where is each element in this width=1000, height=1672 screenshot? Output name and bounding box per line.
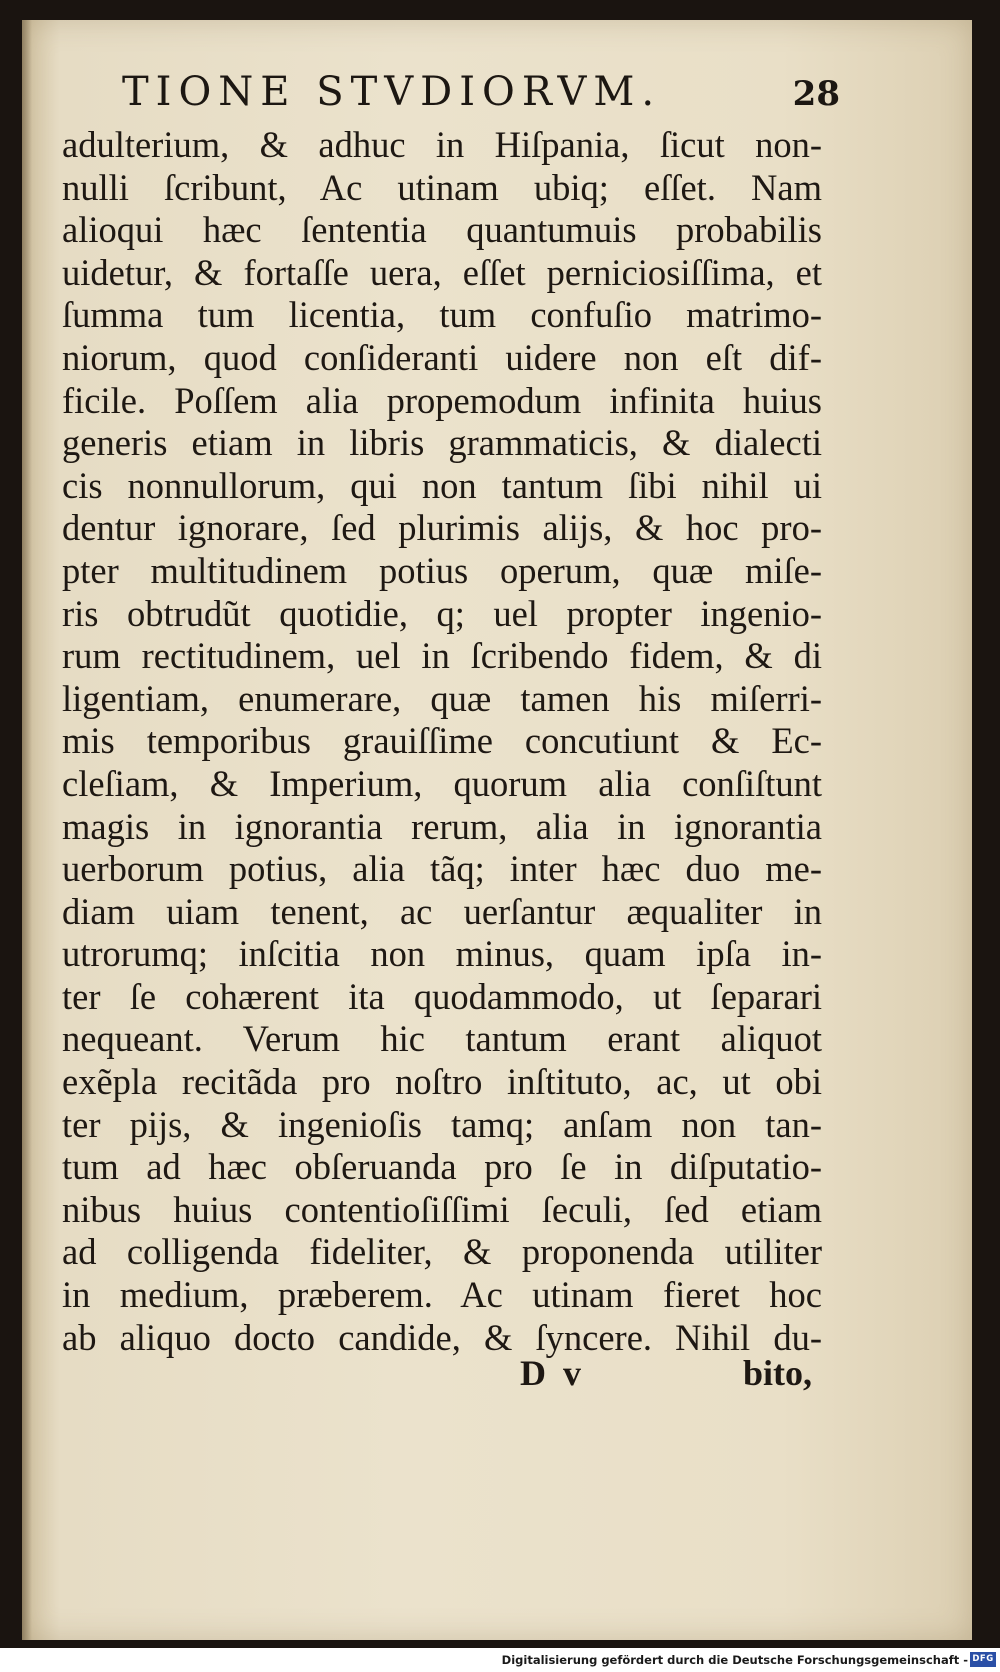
- text-line: ligentiam, enumerare, quæ tamen his miſerri-: [62, 677, 822, 719]
- footer-bar: [0, 1648, 1000, 1672]
- text-line: cis nonnullorum, qui non tantum ſibi nihil ui: [62, 464, 822, 506]
- catchword: bito,: [742, 1353, 812, 1393]
- text-line: nulli ſcribunt, Ac utinam ubiq; eſſet. Nam: [62, 166, 822, 208]
- text-line: ficile. Poſſem alia propemodum infinita huius: [62, 379, 822, 421]
- text-line: diam uiam tenent, ac uerſantur æqualiter in: [62, 890, 822, 932]
- text-line: uidetur, & fortaſſe uera, eſſet perniciosiſſima, et: [62, 251, 822, 293]
- text-block: [62, 124, 822, 1359]
- running-title: TIONE STVDIORVM.: [122, 69, 662, 115]
- text-line: mis temporibus grauiſſime concutiunt & Ec-: [62, 720, 822, 762]
- text-line: tum ad hæc obſeruanda pro ſe in diſputatio-: [62, 1146, 822, 1188]
- digitization-credit: Digitalisierung gefördert durch die Deutsche Forschungsgemeinschaft -: [501, 1653, 968, 1667]
- dfg-logo-icon: DFG: [970, 1652, 996, 1667]
- text-line: magis in ignorantia rerum, alia in ignorantia: [62, 805, 822, 847]
- text-line: uerborum potius, alia tãq; inter hæc duo me-: [62, 848, 822, 890]
- text-line: exẽpla recitãda pro noſtro inſtituto, ac, ut obi: [62, 1061, 822, 1103]
- text-line: generis etiam in libris grammaticis, & dialecti: [62, 422, 822, 464]
- text-line: ter ſe cohærent ita quodammodo, ut ſeparari: [62, 975, 822, 1017]
- text-line: nequeant. Verum hic tantum erant aliquot: [62, 1018, 822, 1060]
- text-line: ad colligenda fideliter, & proponenda utiliter: [62, 1231, 822, 1273]
- text-line: ſumma tum licentia, tum confuſio matrimo-: [62, 294, 822, 336]
- running-head: [100, 62, 840, 122]
- text-line: alioqui hæc ſententia quantumuis probabilis: [62, 209, 822, 251]
- text-line: ris obtrudũt quotidie, q; uel propter ingenio-: [62, 592, 822, 634]
- text-line: ab aliquo docto candide, & ſyncere. Nihil du-: [62, 1316, 822, 1358]
- text-line: utrorumq; inſcitia non minus, quam ipſa in-: [62, 933, 822, 975]
- signature-mark: D v: [520, 1353, 585, 1393]
- text-line: in medium, præberem. Ac utinam fieret hoc: [62, 1274, 822, 1316]
- page-gutter-shadow: [22, 20, 32, 1640]
- text-line: pter multitudinem potius operum, quæ miſe-: [62, 549, 822, 591]
- text-line: rum rectitudinem, uel in ſcribendo fidem, & di: [62, 635, 822, 677]
- text-line: niorum, quod conſideranti uidere non eſt dif-: [62, 336, 822, 378]
- text-line: dentur ignorare, ſed plurimis alijs, & hoc pro-: [62, 507, 822, 549]
- text-line: ter pijs, & ingenioſis tamq; anſam non tan-: [62, 1103, 822, 1145]
- text-line: adulterium, & adhuc in Hiſpania, ſicut non-: [62, 124, 822, 165]
- text-line: cleſiam, & Imperium, quorum alia conſiſtunt: [62, 762, 822, 804]
- text-line: nibus huius contentioſiſſimi ſeculi, ſed etiam: [62, 1188, 822, 1230]
- folio-number: 28: [792, 74, 840, 114]
